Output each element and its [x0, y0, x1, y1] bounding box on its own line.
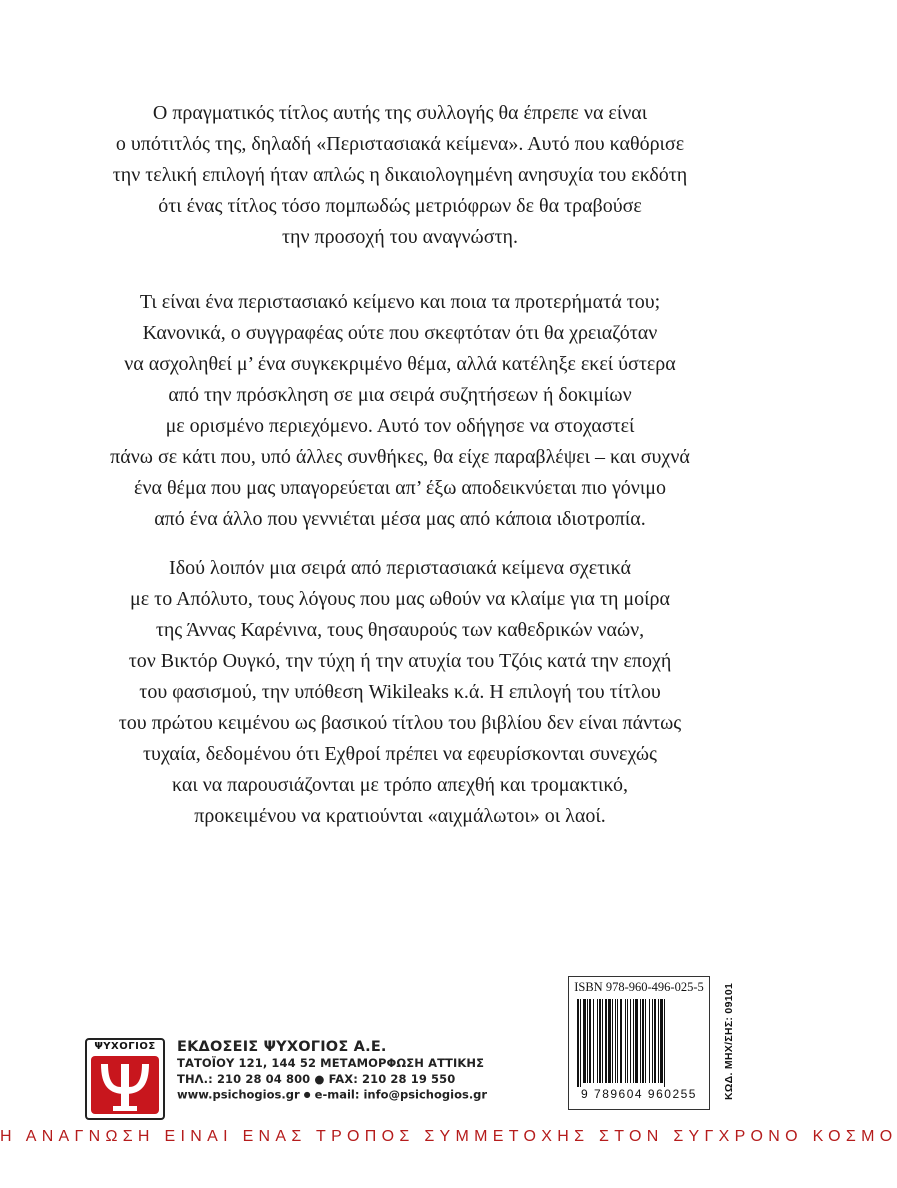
publisher-phone-fax: ΤΗΛ.: 210 28 04 800 ● FAX: 210 28 19 550 — [177, 1071, 456, 1086]
barcode — [575, 999, 703, 1087]
barcode-bar — [597, 999, 598, 1083]
blurb-line: την προσοχή του αναγνώστη. — [282, 226, 518, 248]
isbn-label: ISBN 978-960-496-025-5 — [574, 980, 704, 994]
barcode-bar — [640, 999, 641, 1083]
barcode-bar — [654, 999, 656, 1083]
blurb-line: τυχαία, δεδομένου ότι Εχθροί πρέπει να εφευρίσκονται συνεχώς — [143, 743, 657, 765]
barcode-bar — [658, 999, 659, 1083]
blurb-line: του φασισμού, την υπόθεση Wikileaks κ.ά. Η επιλογή του τίτλου — [139, 681, 661, 703]
publisher-block — [85, 1034, 525, 1114]
blurb-line: και να παρουσιάζονται με τρόπο απεχθή και τρομακτικό, — [171, 774, 629, 796]
barcode-bar — [660, 999, 663, 1083]
barcode-bar — [617, 999, 618, 1083]
blurb-line: Ο πραγματικός τίτλος αυτής της συλλογής θα έπρεπε να είναι — [152, 102, 648, 124]
blurb-line: της Άννας Καρένινα, τους θησαυρούς των καθεδρικών ναών, — [155, 619, 645, 641]
barcode-bar — [664, 999, 665, 1087]
blurb-line: του πρώτου κειμένου ως βασικού τίτλου του βιβλίου δεν είναι πάντως — [118, 712, 682, 734]
blurb-line: ένα θέμα που μας υπαγορεύεται απ’ έξω αποδεικνύεται πιο γόνιμο — [134, 477, 666, 499]
blurb-line: τον Βικτόρ Ουγκό, την τύχη ή την ατυχία του Τζόις κατά την εποχή — [128, 650, 672, 672]
barcode-bar — [593, 999, 594, 1083]
barcode-bar — [602, 999, 603, 1083]
barcode-bar — [589, 999, 591, 1083]
barcode-bar — [627, 999, 628, 1083]
barcode-bar — [630, 999, 631, 1083]
publisher-contact — [177, 1087, 487, 1103]
barcode-bar — [625, 999, 626, 1083]
barcode-bar — [620, 999, 622, 1083]
product-code: ΚΩΔ. ΜΗΧ/ΣΗΣ: 09101 — [723, 982, 735, 1100]
blurb-line: ότι ένας τίτλος τόσο πομπωδώς μετριόφρων δε θα τραβούσε — [158, 195, 642, 217]
barcode-bar — [612, 999, 613, 1083]
blurb-line: από την πρόσκληση σε μια σειρά συζητήσεων ή δοκιμίων — [168, 384, 632, 406]
barcode-bar — [633, 999, 634, 1083]
blurb-line: από ένα άλλο που γεννιέται μέσα μας από κάποια ιδιοτροπία. — [154, 508, 646, 530]
blurb-paragraph-3 — [60, 553, 740, 832]
barcode-bar — [605, 999, 607, 1083]
publisher-website[interactable]: www.psichogios.gr — [177, 1087, 300, 1102]
publisher-address: ΤΑΤΟΪΟΥ 121, 144 52 ΜΕΤΑΜΟΡΦΩΣΗ ΑΤΤΙΚΗΣ — [177, 1056, 485, 1070]
barcode-bar — [645, 999, 646, 1083]
blurb-line: προκειμένου να κρατιούνται «αιχμάλωτοι» οι λαοί. — [194, 805, 606, 827]
slogan: Η ΑΝΑΓΝΩΣΗ ΕΙΝΑΙ ΕΝΑΣ ΤΡΟΠΟΣ ΣΥΜΜΕΤΟΧΗΣ ΣΤΟΝ ΣΥΓΧΡΟΝΟ ΚΟΣΜΟ — [0, 1128, 897, 1145]
logo-wordmark: ΨΥΧΟΓΙΟΣ — [94, 1041, 156, 1052]
publisher-email[interactable]: e-mail: info@psichogios.gr — [314, 1087, 488, 1102]
blurb-line: με το Απόλυτο, τους λόγους που μας ωθούν να κλαίμε για τη μοίρα — [130, 588, 670, 610]
blurb-paragraph-1 — [60, 98, 740, 253]
barcode-bar — [642, 999, 644, 1083]
barcode-bar — [580, 999, 581, 1087]
blurb-line: να ασχοληθεί μ’ ένα συγκεκριμένο θέμα, αλλά κατέληξε εκεί ύστερα — [124, 353, 676, 375]
blurb-line: πάνω σε κάτι που, υπό άλλες συνθήκες, θα είχε παραβλέψει – και συχνά — [110, 446, 690, 468]
blurb-line: Κανονικά, ο συγγραφέας ούτε που σκεφτόταν ότι θα χρειαζόταν — [142, 322, 658, 344]
barcode-bar — [649, 999, 650, 1083]
barcode-bar — [608, 999, 611, 1083]
publisher-info — [177, 1038, 487, 1103]
blurb-paragraph-2 — [60, 287, 740, 535]
publisher-logo — [85, 1038, 165, 1120]
blurb-line: Ιδού λοιπόν μια σειρά από περιστασιακά κείμενα σχετικά — [169, 557, 631, 579]
barcode-bar — [652, 999, 653, 1083]
publisher-name: ΕΚΔΟΣΕΙΣ ΨΥΧΟΓΙΟΣ Α.Ε. — [177, 1039, 387, 1055]
barcode-bar — [599, 999, 601, 1083]
blurb-line: Τι είναι ένα περιστασιακό κείμενο και ποια τα προτερήματά του; — [139, 291, 661, 313]
barcode-bar — [583, 999, 586, 1083]
blurb-line: με ορισμένο περιεχόμενο. Αυτό τον οδήγησε να στοχαστεί — [165, 415, 635, 437]
barcode-bar — [615, 999, 616, 1083]
barcode-digits: 9 789604 960255 — [581, 1087, 697, 1101]
bullet-separator: ● — [303, 1090, 311, 1099]
blurb-line: ο υπότιτλός της, δηλαδή «Περιστασιακά κείμενα». Αυτό που καθόρισε — [115, 133, 685, 155]
blurb-line: την τελική επιλογή ήταν απλώς η δικαιολογημένη ανησυχία του εκδότη — [112, 164, 688, 186]
isbn-barcode-box — [568, 976, 710, 1110]
barcode-bar — [587, 999, 588, 1083]
barcode-bar — [635, 999, 638, 1083]
barcode-bar — [577, 999, 579, 1087]
